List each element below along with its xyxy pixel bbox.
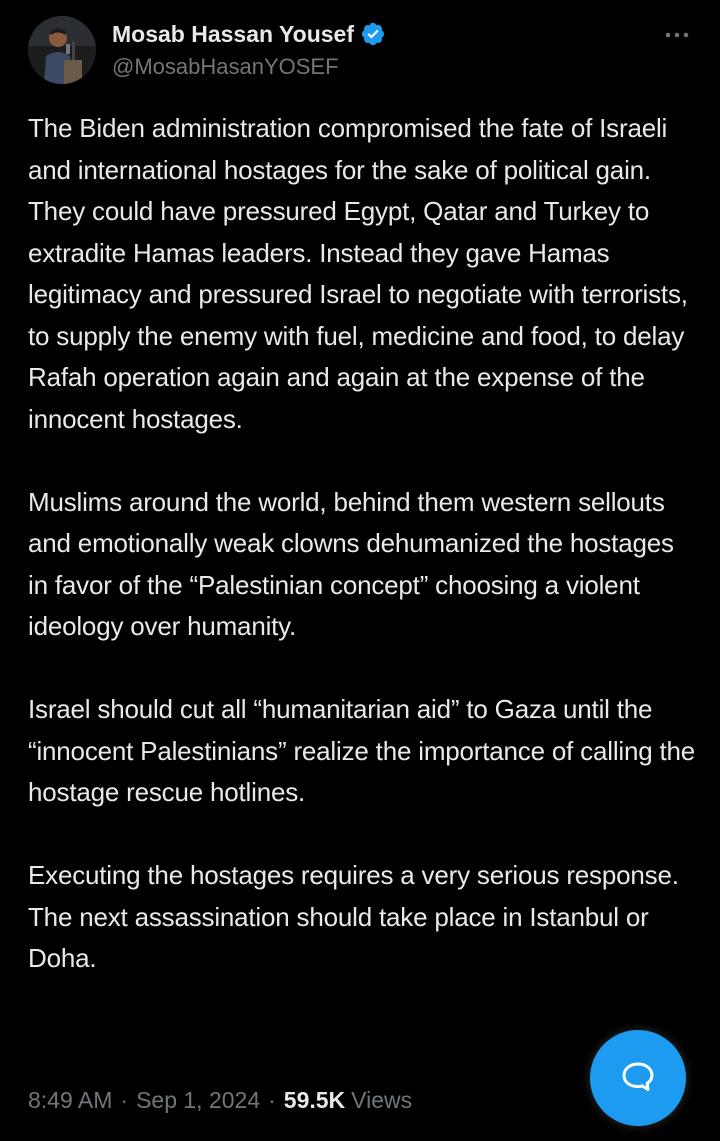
tweet-date[interactable]: Sep 1, 2024 [136,1087,261,1113]
author-avatar[interactable] [28,16,96,84]
more-horizontal-icon[interactable] [662,20,692,50]
tweet-paragraph: Executing the hostages requires a very serious response. The next assassination should take place in Istanbul or Doha. [28,860,679,973]
views-count[interactable]: 59.5K [283,1087,346,1113]
tweet-metadata [28,1087,412,1114]
tweet-header [28,16,692,86]
avatar-image [28,16,96,84]
chat-bubble-icon [618,1056,658,1101]
author-name-row [112,19,386,49]
tweet-time[interactable]: 8:49 AM [28,1087,113,1113]
tweet-paragraph: The Biden administration compromised the fate of Israeli and international hostages for the sake of political gain. They could have pressured Egypt, Qatar and Turkey to extradite Hamas leaders. Instead they gave Hamas legitimacy and pressured Israel to negotiate with terrorists, to supply the enemy with fuel, medicine and food, to delay Rafah operation again and again at the expense of the innocent hostages. [28,113,688,434]
tweet-paragraph: Israel should cut all “humanitarian aid” to Gaza until the “innocent Palestinians” realize the importance of calling the hostage rescue hotlines. [28,694,696,807]
meta-separator: · [268,1087,276,1113]
tweet-paragraph: Muslims around the world, behind them western sellouts and emotionally weak clowns dehumanized the hostages in favor of the “Palestinian concept” choosing a violent ideology over humanity. [28,486,674,641]
meta-separator: · [120,1087,129,1113]
tweet-text [28,108,698,980]
views-label: Views [351,1087,413,1113]
verified-badge-icon [360,21,386,47]
author-handle[interactable]: @MosabHasanYOSEF [112,54,339,79]
chat-fab-button[interactable] [590,1030,686,1126]
author-display-name[interactable]: Mosab Hassan Yousef [112,20,355,47]
